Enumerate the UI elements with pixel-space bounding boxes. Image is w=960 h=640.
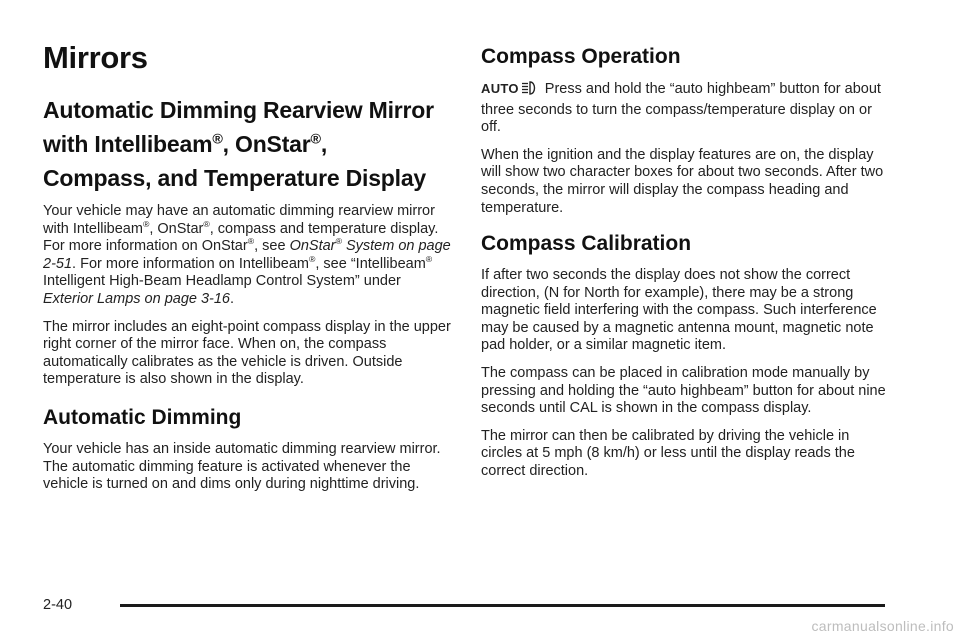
footer-rule bbox=[120, 604, 885, 607]
body-paragraph: The mirror includes an eight-point compass display in the upper right corner of the mirror face. When on, the compass automatically calibrates as the vehicle is driven. Outside temperature is also shown in the display. bbox=[43, 318, 451, 388]
section-heading: Compass Calibration bbox=[481, 232, 692, 255]
section-compass-calibration bbox=[481, 231, 886, 491]
highbeam-icon bbox=[521, 80, 539, 102]
registered-mark: ® bbox=[310, 131, 321, 148]
auto-button-label: AUTO bbox=[481, 81, 519, 96]
page-number: 2-40 bbox=[43, 597, 73, 613]
text: , OnStar bbox=[149, 220, 204, 237]
section-heading bbox=[43, 93, 453, 195]
registered-mark: ® bbox=[247, 236, 255, 247]
heading-line: , OnStar bbox=[222, 131, 311, 157]
cross-reference-link[interactable]: Exterior Lamps on page 3-16 bbox=[43, 290, 230, 307]
body-paragraph: When the ignition and the display features are on, the display will show two character boxes for about two seconds. After two seconds, the mirror will display the compass heading and temperature. bbox=[481, 146, 884, 216]
link-text: System on page 2-51 bbox=[43, 238, 451, 272]
registered-mark: ® bbox=[203, 218, 210, 229]
text: , see bbox=[254, 238, 290, 255]
text: Intelligent High-Beam Headlamp Control System” under bbox=[43, 273, 401, 290]
body-paragraph: The compass can be placed in calibration mode manually by pressing and holding the “auto highbeam” button for about nine seconds until CAL is shown in the compass display. bbox=[481, 364, 886, 417]
body-paragraph: The mirror can then be calibrated by driving the vehicle in circles at 5 mph (8 km/h) or less until the display reads the correct direction. bbox=[481, 427, 855, 479]
body-paragraph bbox=[481, 80, 886, 137]
heading-line: with Intellibeam bbox=[43, 131, 213, 157]
heading-line: Automatic Dimming Rearview Mirror bbox=[43, 97, 434, 123]
text: . For more information on Intellibeam bbox=[72, 255, 309, 272]
registered-mark: ® bbox=[142, 218, 150, 229]
text: . bbox=[230, 290, 235, 307]
section-rearview-mirror bbox=[43, 93, 453, 399]
section-automatic-dimming bbox=[43, 405, 453, 504]
registered-mark: ® bbox=[425, 253, 433, 264]
heading-line: , bbox=[320, 131, 328, 157]
text: , see “Intellibeam bbox=[315, 255, 426, 272]
text: Press and hold the “auto highbeam” button for about three seconds to turn the compass/temperature display on or off. bbox=[481, 81, 881, 136]
body-paragraph: If after two seconds the display does not show the correct direction, (N for North for example), there may be a strong magnetic field interfering with the compass. Such interference may be caused by a magnetic antenna mount, magnetic note pad holder, or a similar magnetic item. bbox=[481, 267, 877, 354]
body-paragraph bbox=[43, 203, 453, 309]
section-heading: Compass Operation bbox=[481, 45, 681, 68]
watermark: carmanualsonline.info bbox=[811, 618, 954, 634]
text: , compass and temperature display. For more information on OnStar bbox=[43, 220, 439, 255]
section-compass-operation bbox=[481, 44, 886, 227]
text: Your vehicle may have an automatic dimming rearview mirror with Intellibeam bbox=[43, 203, 435, 237]
heading-line: Compass, and Temperature Display bbox=[43, 165, 427, 191]
body-paragraph: Your vehicle has an inside automatic dimming rearview mirror. The automatic dimming feature is activated whenever the vehicle is turned on and dims only during nighttime driving. bbox=[43, 441, 441, 493]
link-text: OnStar bbox=[289, 238, 336, 255]
registered-mark: ® bbox=[308, 253, 316, 264]
section-heading: Automatic Dimming bbox=[43, 406, 242, 429]
page-title: Mirrors bbox=[43, 40, 148, 75]
registered-mark: ® bbox=[335, 236, 342, 247]
registered-mark: ® bbox=[212, 131, 223, 148]
